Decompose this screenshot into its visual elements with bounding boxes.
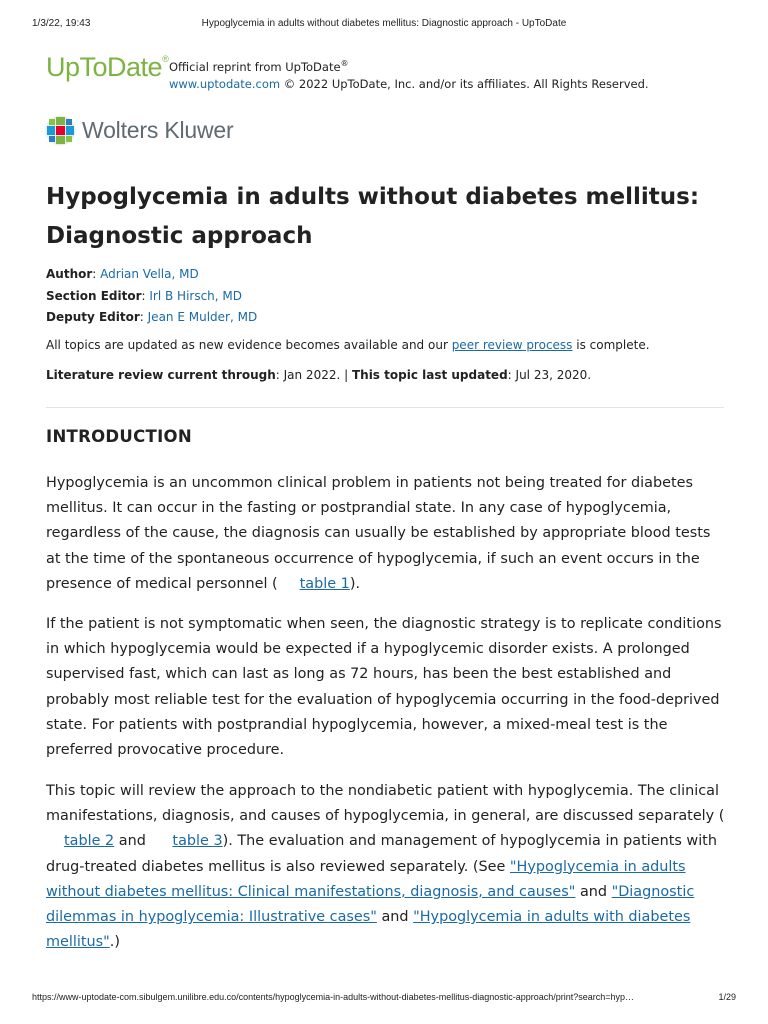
reprint-mark: ®: [340, 59, 349, 68]
author-label: Author: [46, 267, 93, 281]
reprint-line: Official reprint from UpToDate: [169, 59, 341, 74]
p3-and: and: [114, 833, 151, 850]
lit-review-label: Literature review current through: [46, 368, 276, 382]
notice-post: is complete.: [572, 338, 650, 352]
section-editor-label: Section Editor: [46, 288, 142, 303]
lit-review-value: : Jan 2022. |: [275, 368, 352, 382]
notice-pre: All topics are updated as new evidence becomes available and our: [46, 338, 452, 352]
deputy-editor-label: Deputy Editor: [46, 310, 140, 324]
p1-end: ).: [349, 575, 361, 592]
uptodate-site-link[interactable]: www.uptodate.com: [169, 76, 281, 91]
hypoglycemia-with-diabetes-topic-link[interactable]: "Hypoglycemia in adults with diabetes mellitus": [46, 909, 691, 951]
clinical-manifestations-topic-link[interactable]: "Hypoglycemia in adults without diabetes mellitus: Clinical manifestations, diagnosis, and causes": [46, 858, 686, 900]
print-url: https://www-uptodate-com.sibulgem.unilibre.edu.co/contents/hypoglycemia-in-adults-without-diabetes-mellitus-diagnostic-approach/print?search=hyp…: [32, 992, 635, 1002]
uptodate-logo[interactable]: [46, 52, 168, 83]
author-link[interactable]: Adrian Vella, MD: [100, 267, 199, 281]
p3-text: This topic will review the approach to the nondiabetic patient with hypoglycemia. The clinical manifestations, diagnosis, and causes of hypoglycemia, in general, are discussed separately (: [46, 783, 725, 825]
introduction-heading: INTRODUCTION: [46, 427, 192, 446]
diagnostic-dilemmas-topic-link[interactable]: "Diagnostic dilemmas in hypoglycemia: Illustrative cases": [46, 883, 695, 926]
introduction-paragraph-3: [46, 779, 728, 955]
p1-text: Hypoglycemia is an uncommon clinical problem in patients not being treated for diabetes mellitus. It can occur in the fasting or postprandial state. In any case of hypoglycemia, regardless of the cause, the diagnosis can usually be established by appropriate blood tests at the time of the spontaneous occurrence of hypoglycemia, if such an event occurs in the presence of medical personnel (: [46, 475, 711, 592]
copyright-text: © 2022 UpToDate, Inc. and/or its affiliates. All Rights Reserved.: [280, 76, 649, 91]
article-credits: Author: Adrian Vella, MD Section Editor: Irl B Hirsch, MD Deputy Editor: Jean E Mulder, MD: [46, 267, 258, 324]
table-1-link[interactable]: table 1: [299, 575, 350, 592]
deputy-editor-link[interactable]: Jean E Mulder, MD: [147, 310, 258, 324]
section-divider: [46, 407, 724, 408]
peer-review-link[interactable]: peer review process: [451, 338, 573, 352]
p3-mid: ). The evaluation and management of hypoglycemia in patients with drug-treated diabetes mellitus is also reviewed separately. (See: [46, 833, 717, 875]
table-2-link[interactable]: table 2: [64, 833, 115, 850]
p3-and2: and: [575, 883, 612, 900]
section-editor-link[interactable]: Irl B Hirsch, MD: [149, 288, 243, 303]
introduction-paragraph-2: If the patient is not symptomatic when seen, the diagnostic strategy is to replicate conditions in which hypoglycemia would be expected if a hypoglycemic disorder exists. A prolonged supervised fast, which can last as long as 72 hours, has been the best established and probably most reliable test for the evaluation of hypoglycemia occurring in the food-deprived state. For patients with postprandial hypoglycemia, however, a mixed-meal test is the preferred provocative procedure.: [46, 616, 722, 759]
print-page-title: Hypoglycemia in adults without diabetes mellitus: Diagnostic approach - UpToDate: [201, 18, 567, 29]
last-updated-value: : Jul 23, 2020.: [507, 368, 592, 382]
uptodate-logo-text: UpToDate: [46, 52, 163, 82]
publisher-name: Wolters Kluwer: [82, 116, 234, 143]
print-header: [32, 18, 736, 32]
reprint-notice: [169, 55, 649, 93]
update-notice: [46, 336, 650, 354]
p3-end: .): [109, 934, 120, 951]
table-3-link[interactable]: table 3: [172, 833, 223, 850]
review-dates: [46, 366, 591, 384]
print-footer: [32, 992, 736, 1006]
introduction-paragraph-1: [46, 471, 728, 597]
uptodate-logo-mark: ®: [162, 54, 169, 64]
wolters-kluwer-icon: [45, 115, 76, 146]
wolters-kluwer-logo: [45, 114, 233, 146]
last-updated-label: This topic last updated: [351, 368, 508, 382]
print-datetime: 1/3/22, 19:43: [32, 18, 91, 29]
page-number: 1/29: [718, 992, 736, 1002]
p3-and3: and: [376, 909, 414, 926]
article-title: Hypoglycemia in adults without diabetes mellitus: Diagnostic approach: [46, 184, 700, 249]
